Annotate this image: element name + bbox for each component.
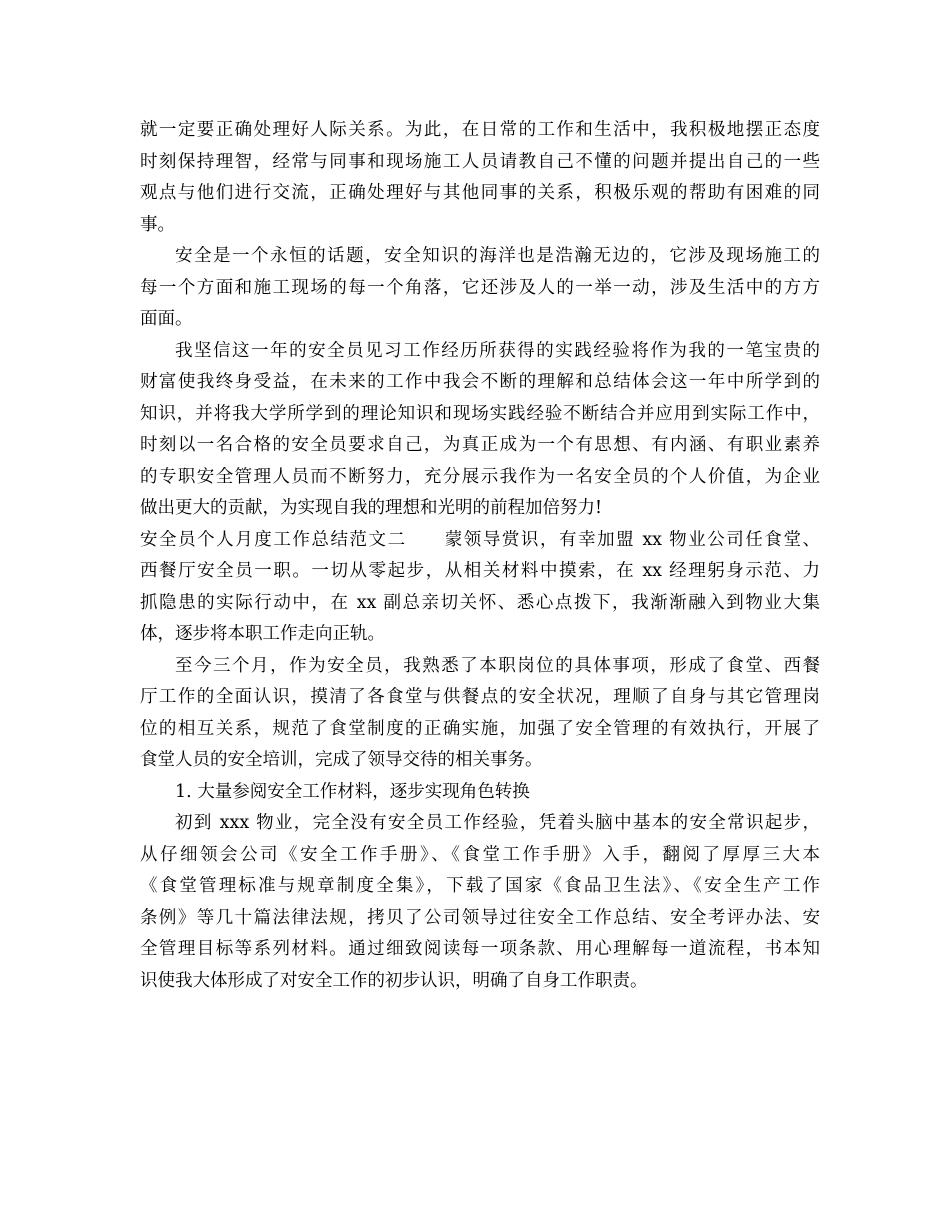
text-line: 识使我大体形成了对安全工作的初步认识，明确了自身工作职责。 <box>140 970 648 991</box>
text-line: 财富使我终身受益，在未来的工作中我会不断的理解和总结体会这一年中所学到的 <box>140 372 820 392</box>
text-line: 1. 大量参阅安全工作材料，逐步实现角色转换 <box>175 781 530 802</box>
text-line: 体，逐步将本职工作走向正轨。 <box>140 624 385 644</box>
text-line: 抓隐患的实际行动中，在 xx 副总亲切关怀、悉心点拨下，我渐渐融入到物业大集 <box>140 592 820 613</box>
text-line: 全管理目标等系列材料。通过细致阅读每一项条款、用心理解每一道流程，书本知 <box>140 939 820 959</box>
text-line: 至今三个月，作为安全员，我熟悉了本职岗位的具体事项，形成了食堂、西餐 <box>175 655 820 676</box>
text-line: 从仔细领会公司《安全工作手册》、《食堂工作手册》入手，翻阅了厚厚三大本 <box>140 844 820 865</box>
text-line: 我坚信这一年的安全员见习工作经历所获得的实践经验将作为我的一笔宝贵的 <box>175 340 820 361</box>
text-line: 每一个方面和施工现场的每一个角落，它还涉及人的一举一动，涉及生活中的方方 <box>140 277 820 298</box>
text-line: 初到 xxx 物业，完全没有安全员工作经验，凭着头脑中基本的安全常识起步， <box>175 813 820 833</box>
text-line: 面面。 <box>140 309 193 329</box>
text-line: 安全是一个永恒的话题，安全知识的海洋也是浩瀚无边的，它涉及现场施工的 <box>175 246 820 266</box>
text-line: 厅工作的全面认识，摸清了各食堂与供餐点的安全状况，理顺了自身与其它管理岗 <box>140 687 820 707</box>
text-line: 条例》等几十篇法律法规，拷贝了公司领导过往安全工作总结、安全考评办法、安 <box>140 907 820 928</box>
text-line: 做出更大的贡献，为实现自我的理想和光明的前程加倍努力! <box>140 498 603 518</box>
text-line: 就一定要正确处理好人际关系。为此，在日常的工作和生活中，我积极地摆正态度 <box>140 120 820 140</box>
text-line: 的专职安全管理人员而不断努力，充分展示我作为一名安全员的个人价值，为企业 <box>140 466 820 487</box>
text-line: 时刻保持理智，经常与同事和现场施工人员请教自己不懂的问题并提出自己的一些 <box>140 151 820 172</box>
text-line: 《食堂管理标准与规章制度全集》，下载了国家《食品卫生法》、《安全生产工作 <box>140 876 820 896</box>
text-line: 安全员个人月度工作总结范文二 蒙领导赏识，有幸加盟 xx 物业公司任食堂、 <box>140 529 820 550</box>
text-line: 食堂人员的安全培训，完成了领导交待的相关事务。 <box>140 750 543 770</box>
text-line: 位的相互关系，规范了食堂制度的正确实施，加强了安全管理的有效执行，开展了 <box>140 718 820 739</box>
text-line: 时刻以一名合格的安全员要求自己，为真正成为一个有思想、有内涵、有职业素养 <box>140 435 820 455</box>
document-body <box>140 115 820 997</box>
text-line: 知识，并将我大学所学到的理论知识和现场实践经验不断结合并应用到实际工作中， <box>140 403 820 424</box>
text-line: 观点与他们进行交流，正确处理好与其他同事的关系，积极乐观的帮助有困难的同 <box>140 183 820 203</box>
text-line: 事。 <box>140 214 175 235</box>
text-line: 西餐厅安全员一职。一切从零起步，从相关材料中摸索，在 xx 经理躬身示范、力 <box>140 561 820 581</box>
